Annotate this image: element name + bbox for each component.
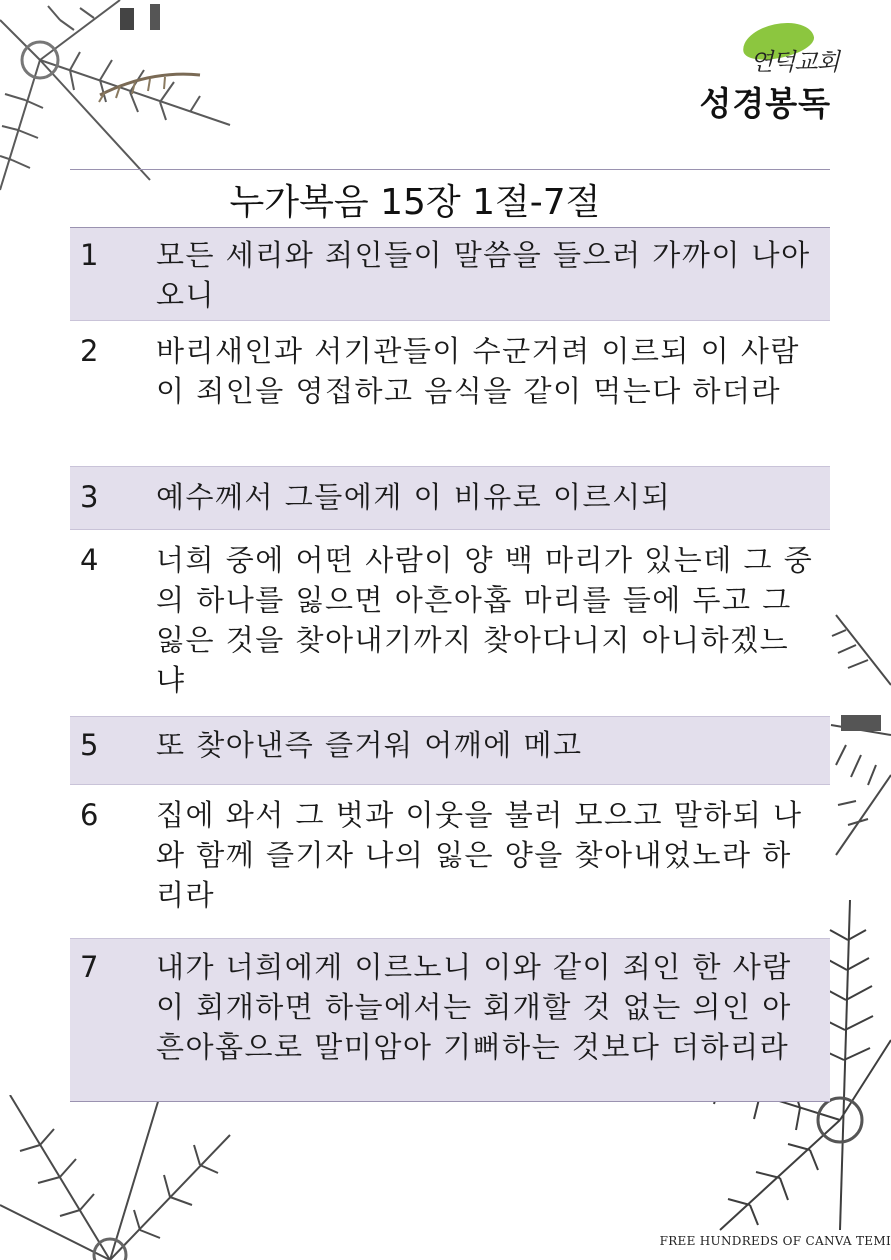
snowflake-decoration-right-middle bbox=[826, 605, 891, 860]
verse-row bbox=[70, 717, 830, 785]
verse-row bbox=[70, 321, 830, 467]
verse-text: 내가 너희에게 이르노니 이와 같이 죄인 한 사람이 회개하면 하늘에서는 회개할 것 없는 의인 아흔아홉으로 말미암아 기뻐하는 것보다 더하리라 bbox=[156, 950, 792, 1064]
verse-number: 2 bbox=[80, 334, 100, 368]
snowflake-decoration-top-left bbox=[0, 0, 250, 195]
verse-row bbox=[70, 785, 830, 939]
church-logo-text: 연덕교회 bbox=[750, 48, 839, 76]
verse-text: 모든 세리와 죄인들이 말씀을 들으러 가까이 나아오니 bbox=[156, 238, 811, 312]
verse-text: 또 찾아낸즉 즐거워 어깨에 메고 bbox=[156, 728, 583, 762]
verse-table bbox=[70, 227, 830, 1102]
verse-text: 너희 중에 어떤 사람이 양 백 마리가 있는데 그 중의 하나를 잃으면 아흔아홉 마리를 들에 두고 그 잃은 것을 찾아내기까지 찾아다니지 아니하겠느냐 bbox=[156, 543, 814, 697]
verse-number: 4 bbox=[80, 543, 100, 577]
verse-text: 바리새인과 서기관들이 수군거려 이르되 이 사람이 죄인을 영접하고 음식을 같이 먹는다 하더라 bbox=[156, 334, 800, 408]
verse-text: 예수께서 그들에게 이 비유로 이르시되 bbox=[156, 480, 672, 514]
verse-number: 6 bbox=[80, 798, 100, 832]
passage-title: 누가복음 15장 1절-7절 bbox=[229, 182, 601, 223]
verse-text: 집에 와서 그 벗과 이웃을 불러 모으고 말하되 나와 함께 즐기자 나의 잃은 양을 찾아내었노라 하리라 bbox=[156, 798, 803, 912]
verse-number: 7 bbox=[80, 950, 100, 984]
verse-number: 1 bbox=[80, 238, 100, 272]
verse-row bbox=[70, 467, 830, 530]
verse-number: 3 bbox=[80, 480, 100, 514]
verse-row bbox=[70, 530, 830, 717]
template-credit: FREE HUNDREDS OF CANVA TEMI bbox=[659, 1234, 891, 1248]
church-logo bbox=[738, 18, 848, 74]
snowflake-decoration-bottom-left bbox=[0, 1095, 240, 1260]
divider bbox=[70, 169, 830, 170]
page-label: 성경봉독 bbox=[699, 84, 831, 123]
verse-row bbox=[70, 939, 830, 1102]
verse-number: 5 bbox=[80, 728, 100, 762]
verse-row bbox=[70, 228, 830, 321]
